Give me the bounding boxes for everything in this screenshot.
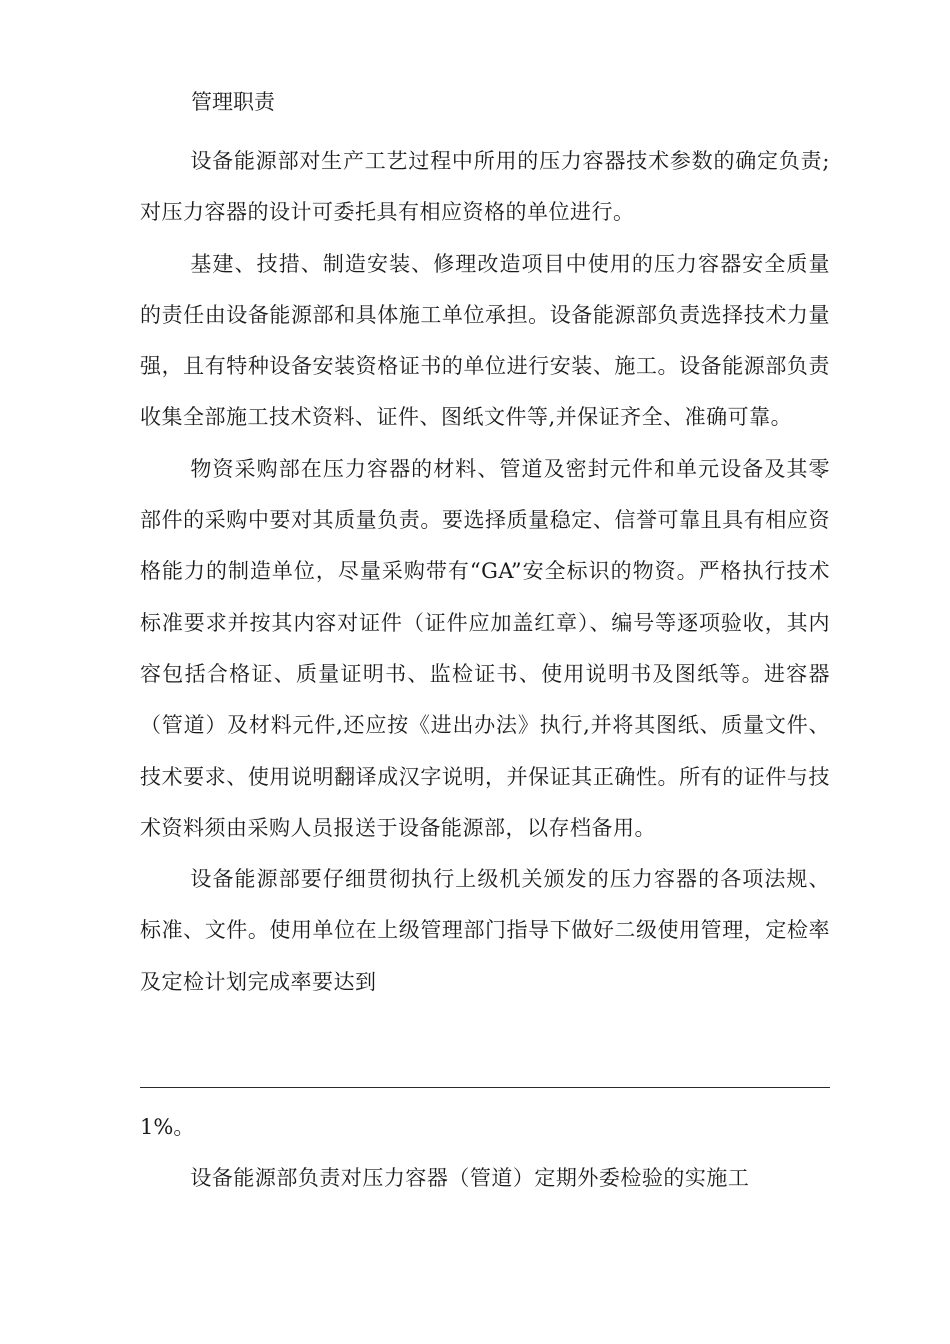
- section-heading: 管理职责: [191, 90, 275, 114]
- horizontal-divider: [140, 1087, 830, 1088]
- percentage-continuation: 1%。: [140, 1115, 195, 1139]
- paragraph-design-responsibility: 设备能源部对生产工艺过程中所用的压力容器技术参数的确定负责;对压力容器的设计可委托具有相应资格的单位进行。: [140, 149, 830, 225]
- paragraph-procurement: 物资采购部在压力容器的材料、管道及密封元件和单元设备及其零部件的采购中要对其质量负责。要选择质量稳定、信誉可靠且具有相应资格能力的制造单位，尽量采购带有“GA”安全标识的物资。严格执行技术标准要求并按其内容对证件（证件应加盖红章）、编号等逐项验收，其内容包括合格证、质量证明书、监检证书、使用说明书及图纸等。进容器（管道）及材料元件,还应按《进出办法》执行,并将其图纸、质量文件、技术要求、使用说明翻译成汉字说明，并保证其正确性。所有的证件与技术资料须由采购人员报送于设备能源部，以存档备用。: [140, 456, 830, 840]
- body-text: [140, 136, 830, 1008]
- paragraph-external-inspection: 设备能源部负责对压力容器（管道）定期外委检验的实施工: [190, 1166, 750, 1190]
- paragraph-regulations: 设备能源部要仔细贯彻执行上级机关颁发的压力容器的各项法规、标准、文件。使用单位在上级管理部门指导下做好二级使用管理，定检率及定检计划完成率要达到: [140, 867, 830, 994]
- paragraph-construction-quality: 基建、技措、制造安装、修理改造项目中使用的压力容器安全质量的责任由设备能源部和具体施工单位承担。设备能源部负责选择技术力量强，且有特种设备安装资格证书的单位进行安装、施工。设备能源部负责收集全部施工技术资料、证件、图纸文件等,并保证齐全、准确可靠。: [140, 251, 830, 430]
